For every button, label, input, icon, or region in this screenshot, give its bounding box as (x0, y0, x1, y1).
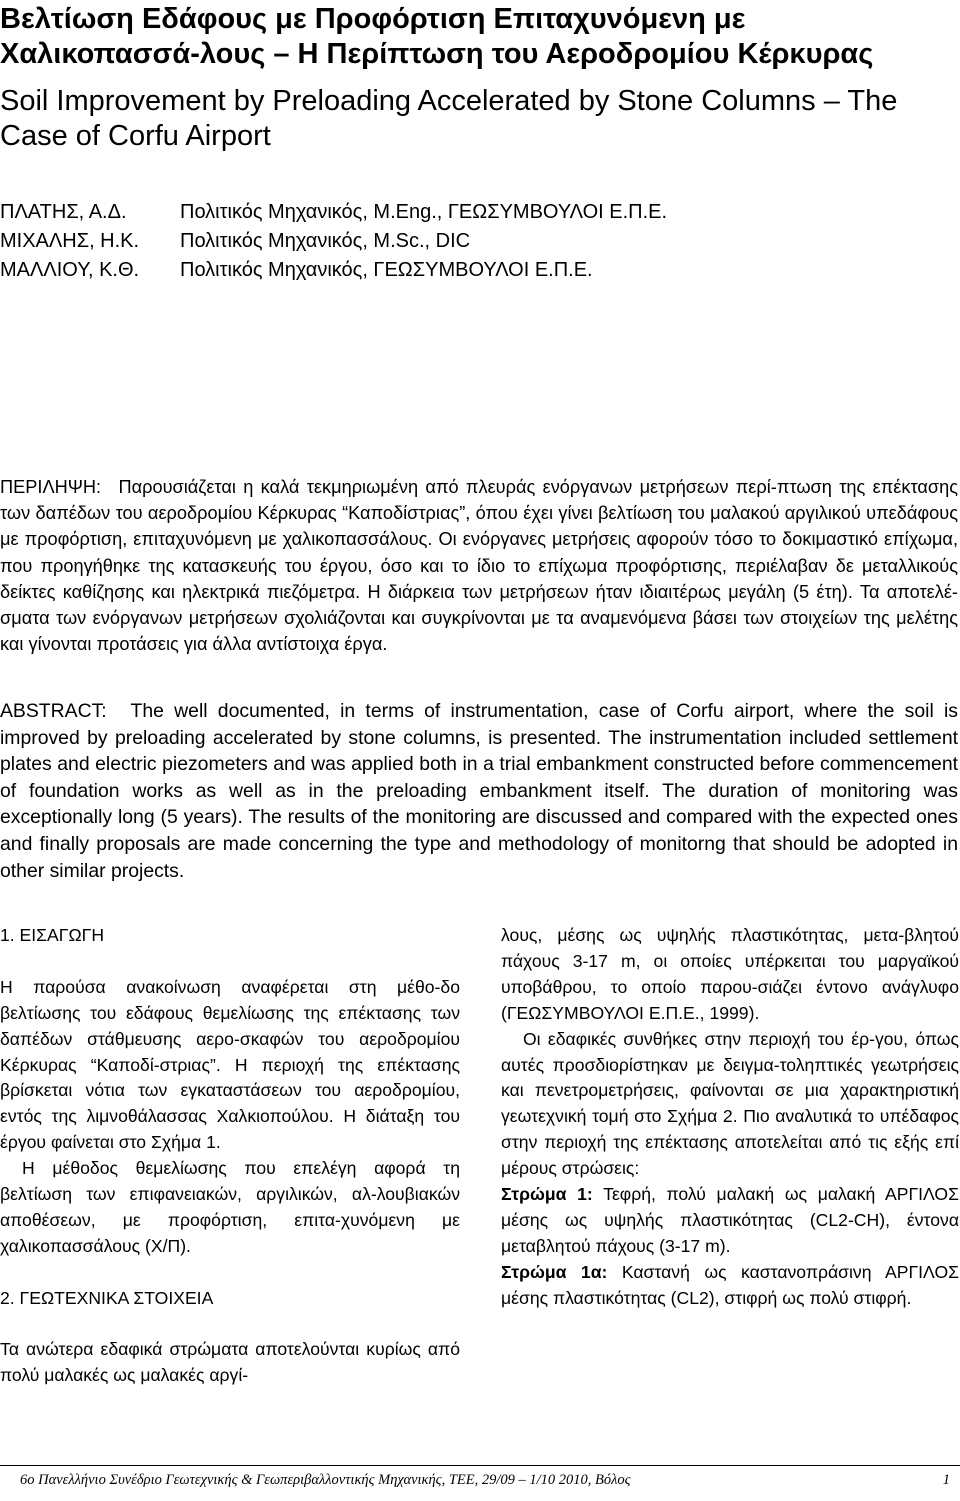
author-affiliation: Πολιτικός Μηχανικός, M.Sc., DIC (180, 230, 471, 252)
footer-conference: 6ο Πανελλήνιο Συνέδριο Γεωτεχνικής & Γεωπεριβαλλοντικής Μηχανικής, ΤΕΕ, 29/09 – 1/10 2010, Βόλος (20, 1472, 631, 1488)
page-footer (20, 1472, 950, 1489)
layer-1a-description (501, 1260, 959, 1312)
layer-1-text: Τεφρή, πολύ μαλακή ως μαλακή ΑΡΓΙΛΟΣ μέσης ως υψηλής πλαστικότητας (CL2-CH), έντονα μεταβλητού πάχους (3-17 m). (501, 1184, 959, 1256)
author-row (0, 227, 667, 256)
introduction-paragraph: Η παρούσα ανακοίνωση αναφέρεται στη μέθο-δο βελτίωσης του εδάφους θεμελίωσης της επέκτασης των δαπέδων στάθμευσης αερο-σκαφών του αεροδρομίου Κέρκυρας “Καποδί-στριας”. Η περιοχή της επέκτασης βρίσκεται νότια των εγκαταστάσεων του αεροδρομίου, εντός της λιμνοθάλασσας Χαλκιοπούλου. Η διάταξη του έργου φαίνεται στο Σχήμα 1. (0, 976, 460, 1153)
page-number: 1 (942, 1472, 950, 1488)
layer-1-description (501, 1182, 959, 1260)
paper-title-english: Soil Improvement by Preloading Accelerated by Stone Columns – The Case of Corfu Airport (0, 85, 898, 152)
layer-1a-text: Καστανή ως καστανοπράσινη ΑΡΓΙΛΟΣ μέσης πλαστικότητας (CL2), στιφρή ως πολύ στιφρή. (501, 1261, 960, 1308)
author-row (0, 198, 667, 227)
layer-1-label: Στρώμα 1: (501, 1184, 593, 1205)
section-heading-geotechnical: 2. ΓΕΩΤΕΧΝΙΚΑ ΣΤΟΙΧΕΙΑ (0, 1287, 214, 1308)
author-row (0, 256, 667, 285)
right-column (501, 923, 959, 1312)
footer-divider (0, 1465, 960, 1466)
author-list (0, 198, 667, 285)
abstract-english-text: The well documented, in terms of instrumentation, case of Corfu airport, where the soil is improved by preloading accelerated by stone columns, is presented. The instrumentation included settlement plates and electric piezometers and was applied both in a trial embankment constructed before commencement of foundation works as well as in the preloading embankment itself. The duration of monitoring was exceptionally long (5 years). The results of the monitoring are discussed and compared with the expected ones and finally proposals are made concerning the type and methodology of monitorng that should be adopted in other similar projects. (0, 700, 958, 882)
geotechnical-paragraph: λους, μέσης ως υψηλής πλαστικότητας, μετα-βλητού πάχους 3-17 m, οι οποίες υπέρκειται του μαργαϊκού υποβάθρου, το οποίο παρου-σιάζει έντονο ανάγλυφο (ΓΕΩΣΥΜΒΟΥΛΟΙ Ε.Π.Ε., 1999). (501, 925, 959, 1023)
introduction-paragraph: Η μέθοδος θεμελίωσης που επελέγη αφορά τη βελτίωση των επιφανειακών, αργιλικών, αλ-λουβιακών αποθέσεων, με προφόρτιση, επιτα-χυνόμενη με χαλικοπασσάλους (Χ/Π). (0, 1158, 460, 1256)
author-name: ΜΑΛΛΙΟΥ, Κ.Θ. (0, 259, 140, 281)
layer-1a-label: Στρώμα 1α: (501, 1261, 608, 1282)
section-heading-introduction: 1. ΕΙΣΑΓΩΓΗ (0, 925, 105, 945)
abstract-greek (0, 474, 958, 657)
geotechnical-paragraph: Τα ανώτερα εδαφικά στρώματα αποτελούνται κυρίως από πολύ μαλακές ως μαλακές αργί- (0, 1339, 460, 1386)
abstract-english (0, 698, 958, 884)
author-name: ΠΛΑΤΗΣ, Α.Δ. (0, 201, 127, 223)
left-column (0, 923, 460, 1389)
abstract-greek-text: Παρουσιάζεται η καλά τεκμηριωμένη από πλευράς ενόργανων μετρήσεων περί-πτωση της επέκτασης των δαπέδων του αεροδρομίου Κέρκυρας “Καποδίστριας”, όπου έχει γίνει βελτίωση του μαλακού αργιλικού υπεδάφους με προφόρτιση, επιταχυνόμενη με χαλικοπασσάλους. Οι ενόργανες μετρήσεις αφορούν τόσο το δοκιμαστικό επίχωμα, που προηγήθηκε της κατασκευής του έργου, όσο και το ίδιο το επίχωμα προφόρτισης, περιέλαβαν δε μεταλλικούς δείκτες καθίζησης και ηλεκτρικά πιεζόμετρα. Η διάρκεια των μετρήσεων ήταν ιδιαιτέρως μεγάλη (5 έτη). Τα αποτελέ-σματα των ενόργανων μετρήσεων σχολιάζονται και συγκρίνονται με τα αναμενόμενα βάσει των στοιχείων της μελέτης και γίνονται προτάσεις για άλλα αντίστοιχα έργα. (0, 477, 959, 655)
author-name: ΜΙΧΑΛΗΣ, Η.Κ. (0, 230, 140, 252)
abstract-greek-label: ΠΕΡΙΛΗΨΗ: (0, 477, 102, 497)
geotechnical-paragraph: Οι εδαφικές συνθήκες στην περιοχή του έρ-γου, όπως αυτές προσδιορίστηκαν με δειγμα-τοληπτικές γεωτρήσεις και πενετρομετρήσεις, φαίνονται σε μια χαρακτηριστική γεωτεχνική τομή στο Σχήμα 2. Πιο αναλυτικά το υπέδαφος στην περιοχή της επέκτασης αποτελείται από τις εξής επί μέρους στρώσεις: (501, 1028, 959, 1179)
paper-title-greek: Βελτίωση Εδάφους με Προφόρτιση Επιταχυνόμενη με Χαλικοπασσά-λους – Η Περίπτωση του Αεροδρομίου Κέρκυρας (0, 3, 874, 70)
abstract-english-label: ABSTRACT: (0, 700, 107, 722)
author-affiliation: Πολιτικός Μηχανικός, ΓΕΩΣΥΜΒΟΥΛΟΙ Ε.Π.Ε. (180, 259, 593, 281)
author-affiliation: Πολιτικός Μηχανικός, M.Eng., ΓΕΩΣΥΜΒΟΥΛΟΙ Ε.Π.Ε. (180, 201, 668, 223)
